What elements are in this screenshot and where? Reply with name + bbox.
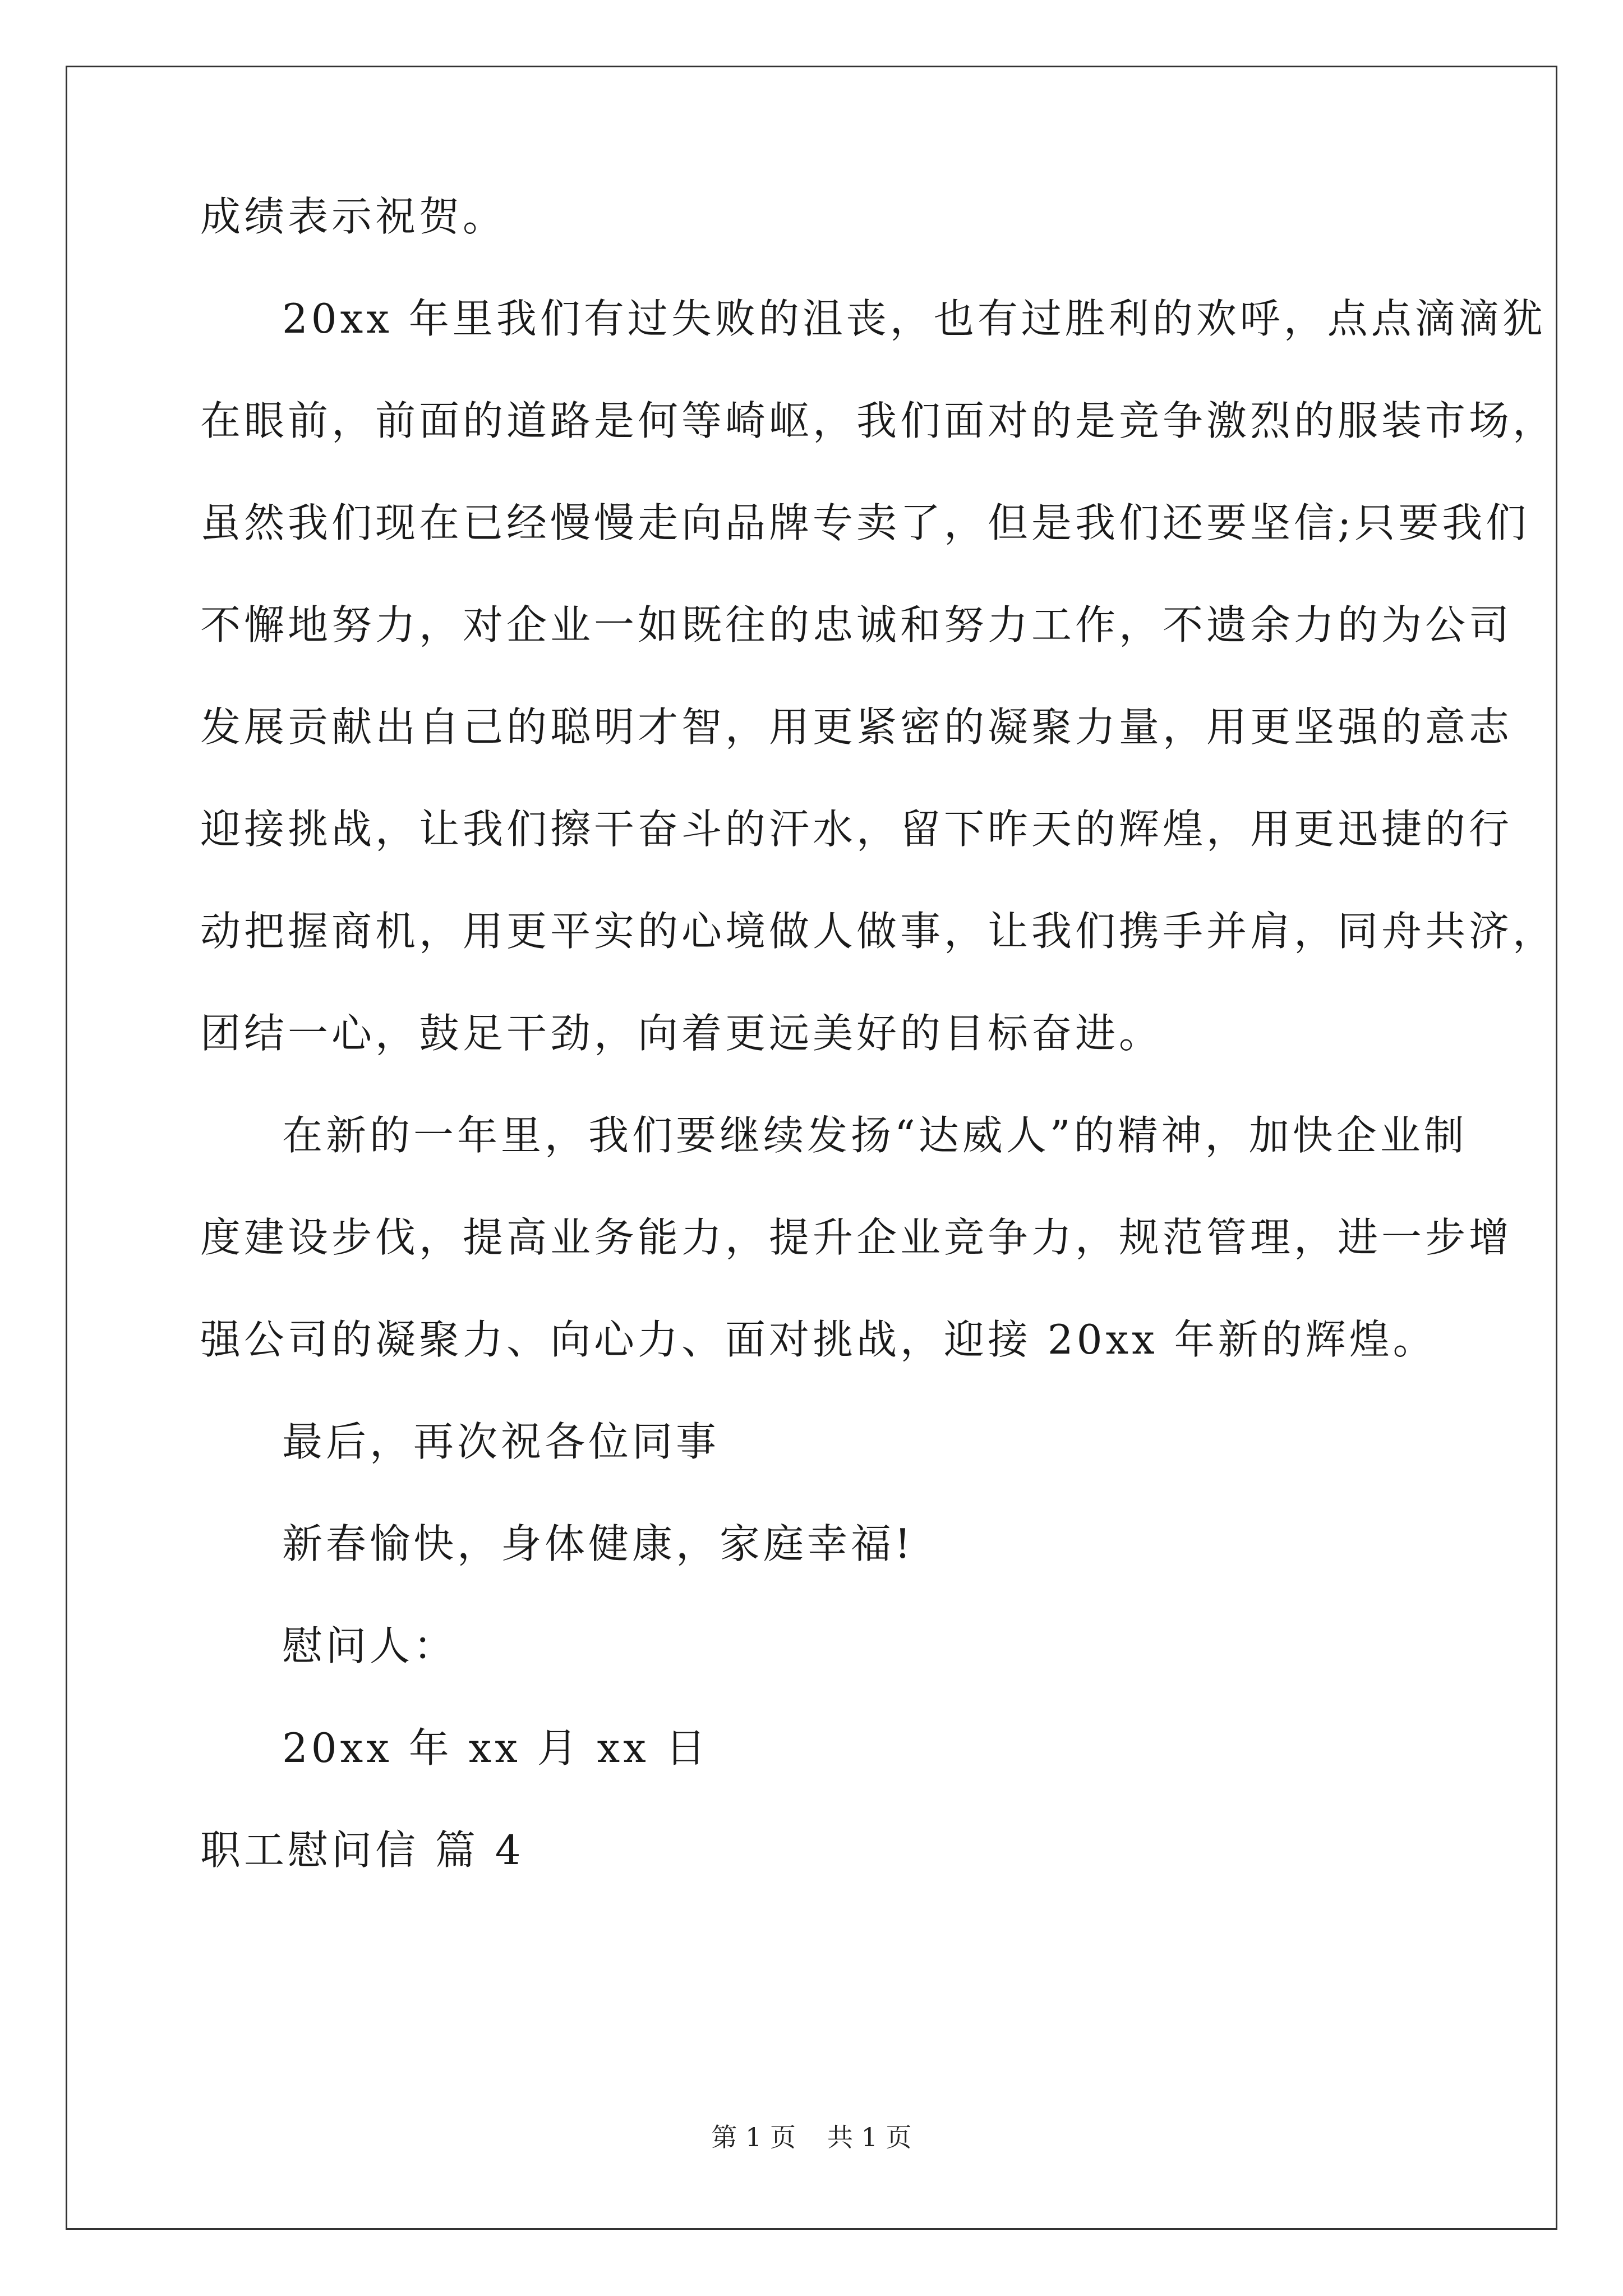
- paragraph-line: 20xx 年里我们有过失败的沮丧，也有过胜利的欢呼，点点滴滴犹: [282, 295, 1546, 342]
- page-footer: [0, 2124, 1623, 2150]
- body-line: 动把握商机，用更平实的心境做人做事，让我们携手并肩，同舟共济，: [200, 908, 1557, 955]
- closing-line: 最后，再次祝各位同事: [282, 1418, 720, 1465]
- page-number: 第 1 页: [711, 2122, 796, 2152]
- body-line: 不懈地努力，对企业一如既往的忠诚和努力工作，不遗余力的为公司: [200, 601, 1513, 648]
- body-line: 团结一心，鼓足干劲，向着更远美好的目标奋进。: [200, 1010, 1163, 1057]
- document-body: [200, 193, 1557, 1932]
- body-line: 在眼前，前面的道路是何等崎岖，我们面对的是竞争激烈的服装市场，: [200, 397, 1557, 444]
- body-line: 虽然我们现在已经慢慢走向品牌专卖了，但是我们还要坚信;只要我们: [200, 499, 1530, 546]
- body-line: 成绩表示祝贺。: [200, 193, 507, 240]
- body-line: 强公司的凝聚力、向心力、面对挑战，迎接 20xx 年新的辉煌。: [200, 1316, 1437, 1363]
- page-total: 共 1 页: [827, 2122, 912, 2152]
- body-line: 度建设步伐，提高业务能力，提升企业竞争力，规范管理，进一步增: [200, 1214, 1513, 1261]
- greeting-line: 新春愉快，身体健康，家庭幸福!: [282, 1520, 914, 1567]
- body-line: 发展贡献出自己的聪明才智，用更紧密的凝聚力量，用更坚强的意志: [200, 703, 1513, 751]
- paragraph-line: 在新的一年里，我们要继续发扬“达威人”的精神，加快企业制: [282, 1112, 1468, 1159]
- signature-label: 慰问人：: [282, 1622, 458, 1669]
- body-line: 迎接挑战，让我们擦干奋斗的汗水，留下昨天的辉煌，用更迅捷的行: [200, 806, 1513, 853]
- section-heading: 职工慰问信 篇 4: [200, 1826, 524, 1874]
- date-line: 20xx 年 xx 月 xx 日: [282, 1724, 709, 1772]
